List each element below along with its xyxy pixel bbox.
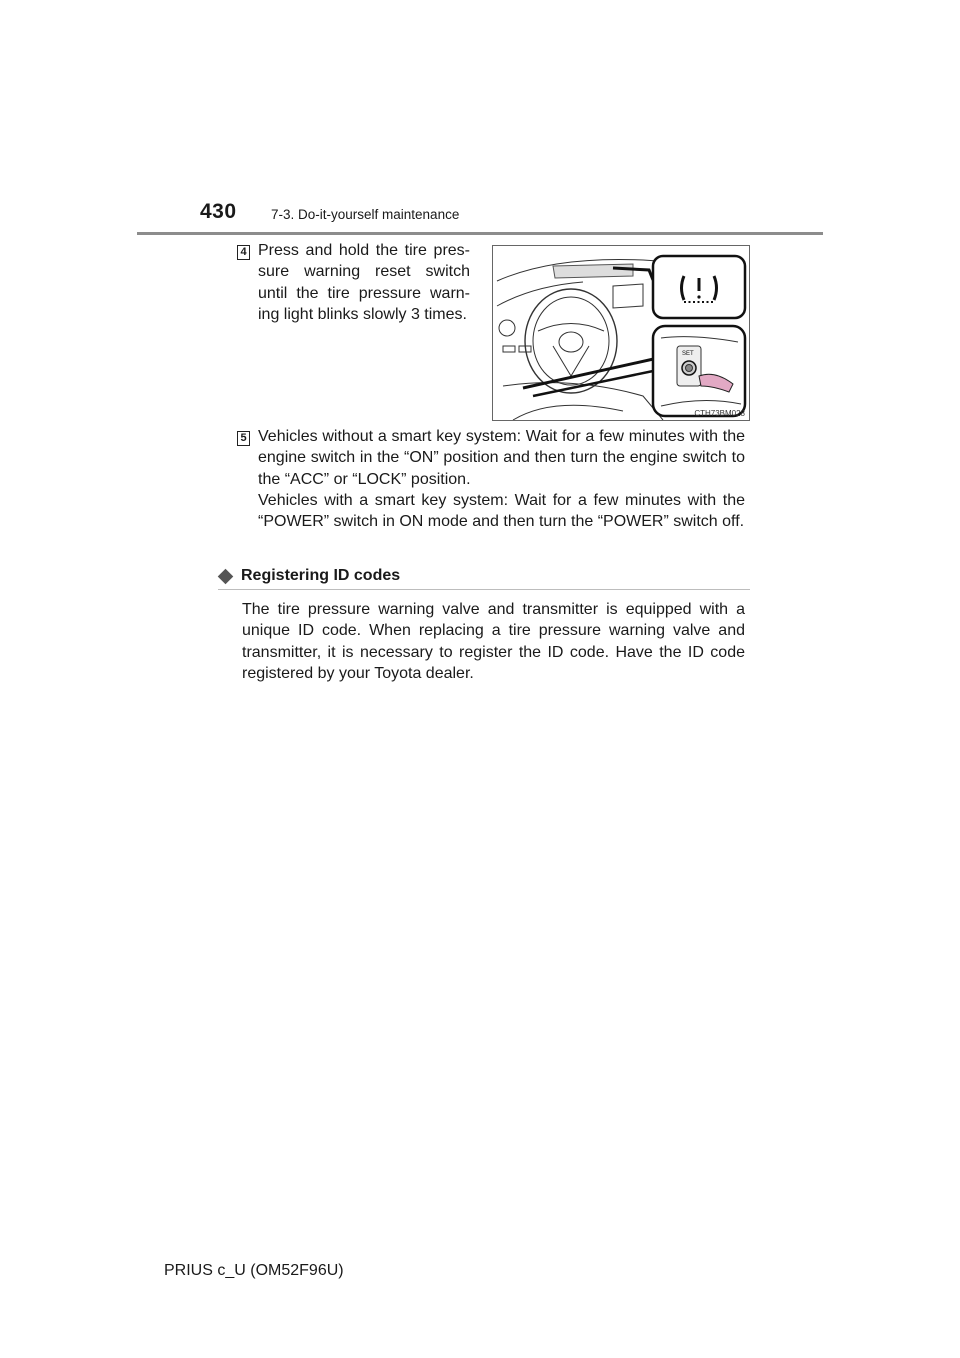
- step-5-text: [258, 426, 745, 532]
- diamond-bullet-icon: [218, 568, 234, 584]
- footer-model-code: PRIUS c_U (OM52F96U): [164, 1262, 344, 1279]
- step-4-line: Press and hold the tire pres-: [258, 242, 470, 259]
- step-5-paragraph: Vehicles with a smart key system: Wait for a few minutes with the “POWER” switch in ON mode and then turn the “POWER” switch off.: [258, 491, 745, 531]
- step-number-4: 4: [237, 245, 250, 260]
- figure-code: CTH73BM028: [694, 409, 745, 418]
- step-4-text: [258, 240, 470, 325]
- set-switch-label: SET: [682, 351, 694, 357]
- subsection-paragraph: The tire pressure warning valve and transmitter is equipped with a unique ID code. When replacing a tire pressure warning valve and transmitter, it is necessary to register the ID code. Have the ID code registered by your Toyota dealer.: [242, 601, 745, 682]
- step-5-paragraph: Vehicles without a smart key system: Wait for a few minutes with the engine switch in the “ON” position and then turn the engine switch to the “ACC” or “LOCK” position.: [258, 428, 745, 488]
- step-4-line: until the tire pressure warn-: [258, 284, 470, 302]
- dashboard-illustration: [492, 245, 750, 421]
- header-divider: [137, 232, 823, 235]
- section-title: 7-3. Do-it-yourself maintenance: [271, 207, 460, 222]
- dashboard-drawing: [493, 246, 749, 420]
- page-number: 430: [200, 200, 237, 223]
- step-number-5: 5: [237, 431, 250, 446]
- step-4-line: ing light blinks slowly 3 times.: [258, 305, 467, 323]
- subsection-title: Registering ID codes: [241, 567, 401, 584]
- subsection-heading: [218, 567, 400, 585]
- step-4-line: sure warning reset switch: [258, 263, 470, 281]
- subsection-divider: [218, 589, 750, 590]
